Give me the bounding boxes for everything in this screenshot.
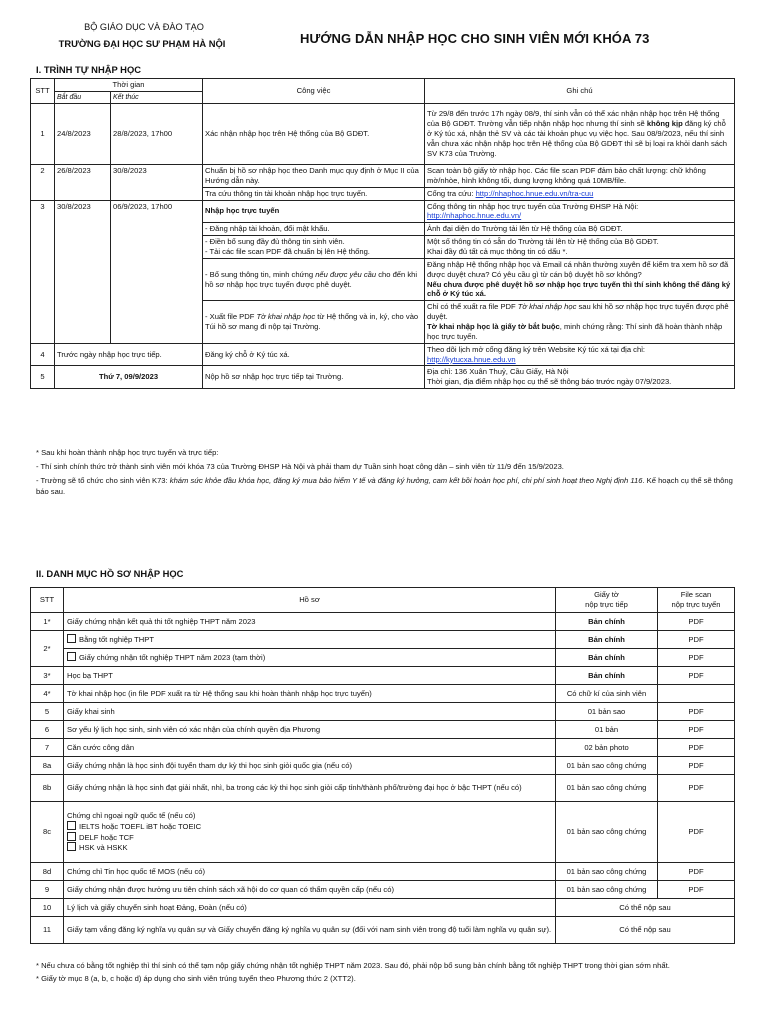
row-document: Giấy tạm vắng đăng ký nghĩa vụ quân sự và Giấy chuyển đăng ký nghĩa vụ quân sự (đối với nam sinh viên trong độ tuổi làm nghĩa vụ quân sự). (64, 917, 556, 944)
row-scan: PDF (658, 667, 735, 685)
row-scan (658, 685, 735, 703)
note-line: Thời gian, địa điểm nhập học cụ thể sẽ thông báo trước ngày 07/9/2023. (427, 377, 672, 387)
row-paper: Bản chính (556, 649, 658, 667)
lookup-link[interactable]: http://nhaphoc.hnue.edu.vn/tra-cuu (475, 188, 594, 198)
row-scan: PDF (658, 649, 735, 667)
table-row (31, 739, 735, 757)
row-start: 26/8/2023 (55, 164, 111, 200)
checkbox-icon[interactable] (67, 652, 76, 661)
row-paper: 01 bản sao công chứng (556, 863, 658, 881)
header-paper: Giấy tờ nộp trực tiếp (556, 588, 658, 613)
row-stt: 11 (31, 917, 64, 944)
table-row (31, 881, 735, 899)
row-note (425, 200, 735, 223)
table-row (31, 863, 735, 881)
row-document: Giấy chứng nhận kết quả thi tốt nghiệp THPT năm 2023 (64, 613, 556, 631)
table-row (31, 899, 735, 917)
table-row (31, 164, 735, 187)
row-paper: 01 bản sao công chứng (556, 757, 658, 775)
row-end: 30/8/2023 (111, 164, 203, 200)
note-text: Cổng tra cứu: (427, 188, 476, 198)
row-task: Nhập học trực tuyến (203, 200, 425, 223)
note-italic: khám sức khỏe đầu khóa học, đăng ký mua bảo hiểm Y tế và đăng ký hưởng, cam kết bồi hoàn học phí, chi phí sinh hoạt theo Nghị định 116 (169, 475, 643, 485)
row-document: Căn cước công dân (64, 739, 556, 757)
row-submit-later: Có thể nộp sau (556, 899, 735, 917)
documents-table (30, 587, 735, 944)
row-paper: Bản chính (556, 667, 658, 685)
row-scan: PDF (658, 863, 735, 881)
note-text: , minh chứng rằng: Thí sinh đã hoàn thành nhập học trực tuyến. (427, 321, 723, 341)
row-stt: 8c (31, 802, 64, 863)
row-scan: PDF (658, 739, 735, 757)
row-task: Xác nhận nhập học trên Hệ thống của Bộ GDĐT. (203, 103, 425, 164)
note-line: Đăng nhập Hệ thống nhập học và Email cá nhân thường xuyên để kiểm tra xem hồ sơ đã được duyệt chưa? Có yêu cầu gì từ cán bộ duyệt hồ sơ không? (427, 259, 729, 279)
note-italic: Tờ khai nhập học (517, 302, 577, 312)
row-note (425, 366, 735, 389)
row-note (425, 187, 735, 200)
row-paper: 01 bản sao công chứng (556, 802, 658, 863)
row-stt: 6 (31, 721, 64, 739)
table-row (31, 103, 735, 164)
row-stt: 8a (31, 757, 64, 775)
table-header-row (31, 79, 735, 92)
row-scan: PDF (658, 757, 735, 775)
note-line: Khai đầy đủ tất cả mục thông tin có dấu *. (427, 246, 568, 256)
note-text: Theo dõi lịch mở cổng đăng ký trên Website Ký túc xá tại địa chỉ: (427, 344, 645, 354)
row-note (425, 103, 735, 164)
row-paper: 01 bản sao công chứng (556, 881, 658, 899)
note-text: - Trường sẽ tổ chức cho sinh viên K73: (36, 475, 170, 485)
header-time: Thời gian (55, 79, 203, 92)
certificate-option-row (67, 842, 552, 853)
section-1-notes (36, 447, 736, 500)
task-text: - Xuất file PDF (205, 312, 257, 322)
row-note (425, 301, 735, 343)
table-row (31, 649, 735, 667)
page-header (0, 22, 768, 58)
note-text: đăng ký chỗ ở Ký túc xá, nhận thẻ SV và các tài khoản phục vụ việc học. Sau 08/9/2023, nếu thí sinh vẫn chưa xác nhận nhập học trên Hệ thống của Bộ GDĐT thì sẽ bị loại ra khỏi danh sách SV K73 của Trường. (427, 119, 728, 158)
row-stt: 10 (31, 899, 64, 917)
admission-steps-table (30, 78, 735, 389)
row-submit-later: Có thể nộp sau (556, 917, 735, 944)
row-scan: PDF (658, 881, 735, 899)
task-italic: nếu được yêu cầu (315, 269, 377, 279)
note-line-bold: Nếu chưa được phê duyệt hồ sơ nhập học trực tuyến thì thí sinh không thể đăng ký chỗ ở Ký túc xá. (427, 279, 731, 299)
row-note: Scan toàn bộ giấy tờ nhập học. Các file scan PDF đảm bảo chất lượng: chữ không mờ/nhòe, hình không tối, dung lượng không quá 10MB/file. (425, 164, 735, 187)
table-row (31, 685, 735, 703)
row-paper: 01 bản (556, 721, 658, 739)
row-stt: 8d (31, 863, 64, 881)
row-paper: Bản chính (556, 613, 658, 631)
documents-table-body (31, 613, 735, 944)
document-title: HƯỚNG DẪN NHẬP HỌC CHO SINH VIÊN MỚI KHÓA 73 (300, 31, 650, 46)
row-document: Tờ khai nhập học (in file PDF xuất ra từ Hệ thống sau khi hoàn thành nhập học trực tuyến) (64, 685, 556, 703)
note-line: * Giấy tờ mục 8 (a, b, c hoặc d) áp dụng cho sinh viên trúng tuyển theo Phương thức 2 (XTT2). (36, 974, 356, 983)
row-task: Nộp hồ sơ nhập học trực tiếp tại Trường. (203, 366, 425, 389)
table-row (31, 703, 735, 721)
note-line: * Sau khi hoàn thành nhập học trực tuyến và trực tiếp: (36, 448, 219, 457)
table-row (31, 757, 735, 775)
note-bold: không kịp (646, 119, 683, 129)
ministry-name: BỘ GIÁO DỤC VÀ ĐÀO TẠO (84, 22, 204, 32)
table-row (31, 667, 735, 685)
row-document: Chứng chỉ Tin học quốc tế MOS (nếu có) (64, 863, 556, 881)
table-row (31, 200, 735, 223)
row-task (203, 301, 425, 343)
row-scan: PDF (658, 613, 735, 631)
row-document: Giấy chứng nhận được hưởng ưu tiên chính sách xã hội do cơ quan có thẩm quyền cấp (nếu có) (64, 881, 556, 899)
row-paper: 02 bản photo (556, 739, 658, 757)
row-note (425, 236, 735, 259)
certificate-option: IELTS hoặc TOEFL iBT hoặc TOEIC (79, 821, 202, 831)
note-bold: Tờ khai nhập học là giấy tờ bắt buộc (427, 321, 560, 331)
table-row (31, 631, 735, 649)
row-paper: Có chữ kí của sinh viên (556, 685, 658, 703)
university-name: TRƯỜNG ĐẠI HỌC SƯ PHẠM HÀ NỘI (58, 38, 226, 49)
note-text: Từ 29/8 đến trước 17h ngày 08/9, thí sinh vẫn có thể xác nhận nhập học trên Hệ thống của Bộ GDĐT. Trường vẫn tiếp nhận nhập học nhưng thí sinh sẽ (427, 109, 720, 129)
checkbox-icon[interactable] (67, 634, 76, 643)
note-line: Địa chỉ: 136 Xuân Thuỷ, Cầu Giấy, Hà Nội (427, 367, 569, 377)
certificate-option-row (67, 821, 552, 832)
row-stt: 3 (31, 200, 55, 343)
row-end: 28/8/2023, 17h00 (111, 103, 203, 164)
table-row (31, 721, 735, 739)
row-document (64, 631, 556, 649)
row-stt: 2 (31, 164, 55, 200)
row-stt: 4 (31, 343, 55, 366)
header-start: Bắt đầu (55, 91, 111, 103)
row-document: Lý lịch và giấy chuyển sinh hoạt Đảng, Đoàn (nếu có) (64, 899, 556, 917)
row-stt: 2* (31, 631, 64, 667)
certificate-option: DELF hoặc TCF (79, 832, 134, 842)
row-stt: 7 (31, 739, 64, 757)
document-label: Bằng tốt nghiệp THPT (79, 635, 154, 645)
row-end: 06/9/2023, 17h00 (111, 200, 203, 343)
task-line: - Điền bổ sung đầy đủ thông tin sinh viên. (205, 237, 345, 247)
row-paper: Bản chính (556, 631, 658, 649)
row-stt: 8b (31, 775, 64, 802)
table-row (31, 917, 735, 944)
row-scan: PDF (658, 703, 735, 721)
note-text: . Kế hoạch cụ thể sẽ thông báo sau. (36, 475, 733, 497)
row-task: Đăng ký chỗ ở Ký túc xá. (203, 343, 425, 366)
row-stt: 3* (31, 667, 64, 685)
row-task: Chuẩn bị hồ sơ nhập học theo Danh mục quy định ở Mục II của Hướng dẫn này. (203, 164, 425, 187)
row-document: Giấy chứng nhận là học sinh đội tuyển tham dự kỳ thi học sinh giỏi quốc gia (nếu có) (64, 757, 556, 775)
certificate-option: HSK và HSKK (79, 843, 128, 853)
row-paper: 01 bản sao công chứng (556, 775, 658, 802)
row-stt: 5 (31, 703, 64, 721)
header-scan: File scan nộp trực tuyến (658, 588, 735, 613)
row-note: Ảnh đại diện do Trường tải lên từ Hệ thống của Bộ GDĐT. (425, 223, 735, 236)
row-document: Giấy khai sinh (64, 703, 556, 721)
admission-portal-link[interactable]: http://nhaphoc.hnue.edu.vn/ (427, 211, 522, 221)
table-row (31, 802, 735, 863)
header-task: Công việc (203, 79, 425, 104)
header-end: Kết thúc (111, 91, 203, 103)
row-document: Giấy chứng nhận là học sinh đạt giải nhất, nhì, ba trong các kỳ thi học sinh giỏi cấp tỉnh/thành phố/trường đại học ở bậc THPT (nếu có) (64, 775, 556, 802)
note-line (36, 475, 736, 499)
section-1-title: I. TRÌNH TỰ NHẬP HỌC (36, 64, 142, 75)
task-italic: Tờ khai nhập học (256, 312, 316, 322)
document-label: Chứng chỉ ngoại ngữ quốc tế (nếu có) (67, 810, 196, 820)
row-task (203, 236, 425, 259)
row-document (64, 802, 556, 863)
table-row (31, 366, 735, 389)
task-text: cho đến khi hồ sơ nhập học trực tuyến được phê duyệt. (205, 269, 418, 289)
row-stt: 1* (31, 613, 64, 631)
row-document: Sơ yếu lý lịch học sinh, sinh viên có xác nhận của chính quyền địa Phương (64, 721, 556, 739)
row-note (425, 343, 735, 366)
checkbox-icon[interactable] (67, 842, 76, 851)
row-time: Thứ 7, 09/9/2023 (55, 366, 203, 389)
table-row (31, 775, 735, 802)
document-label: Giấy chứng nhận tốt nghiệp THPT năm 2023 (tạm thời) (79, 653, 266, 663)
row-document (64, 649, 556, 667)
section-2-notes (36, 960, 736, 986)
row-stt: 4* (31, 685, 64, 703)
checkbox-icon[interactable] (67, 832, 76, 841)
header-stt: STT (31, 79, 55, 104)
note-text: Cổng thông tin nhập học trực tuyến của Trường ĐHSP Hà Nội: (427, 201, 639, 211)
row-stt: 1 (31, 103, 55, 164)
row-stt: 5 (31, 366, 55, 389)
table-header-row (31, 588, 735, 613)
row-stt: 9 (31, 881, 64, 899)
row-start: 30/8/2023 (55, 200, 111, 343)
note-line: - Thí sinh chính thức trở thành sinh viên mới khóa 73 của Trường ĐHSP Hà Nội và phải tham dự Tuần sinh hoạt công dân – sinh viên từ 11/9 đến 15/9/2023. (36, 461, 564, 471)
row-paper: 01 bản sao (556, 703, 658, 721)
checkbox-icon[interactable] (67, 821, 76, 830)
dormitory-link[interactable]: http://kytucxa.hnue.edu.vn (427, 354, 516, 364)
row-start: 24/8/2023 (55, 103, 111, 164)
table-row (31, 613, 735, 631)
task-text: từ Hệ thống và in, ký, cho vào Túi hồ sơ mang đi nộp tại Trường. (205, 312, 419, 331)
note-text: Chỉ có thể xuất ra file PDF (427, 302, 518, 312)
row-scan: PDF (658, 775, 735, 802)
certificate-option-row (67, 832, 552, 843)
section-2-title: II. DANH MỤC HỒ SƠ NHẬP HỌC (36, 568, 184, 579)
row-task (203, 258, 425, 300)
row-scan: PDF (658, 631, 735, 649)
table-row (31, 343, 735, 366)
note-text: sau khi hồ sơ nhập học trực tuyến được phê duyệt. (427, 302, 729, 322)
row-task: - Đăng nhập tài khoản, đổi mật khẩu. (203, 223, 425, 236)
row-document: Học bạ THPT (64, 667, 556, 685)
note-line: * Nếu chưa có bằng tốt nghiệp thì thí sinh có thể tạm nộp giấy chứng nhận tốt nghiệp THPT năm 2023. Sau đó, phải nộp bổ sung bản chính bằng tốt nghiệp THPT trong thời gian sớm nhất. (36, 961, 670, 970)
header-stt: STT (31, 588, 64, 613)
row-scan: PDF (658, 802, 735, 863)
note-line: Một số thông tin có sẵn do Trường tải lên từ Hệ thống của Bộ GDĐT. (427, 237, 659, 247)
task-text: - Bổ sung thông tin, minh chứng (205, 269, 316, 279)
row-time: Trước ngày nhập học trực tiếp. (55, 343, 203, 366)
row-note (425, 258, 735, 300)
row-task: Tra cứu thông tin tài khoản nhập học trực tuyến. (203, 187, 425, 200)
header-doc: Hồ sơ (64, 588, 556, 613)
header-note: Ghi chú (425, 79, 735, 104)
row-scan: PDF (658, 721, 735, 739)
task-line: - Tải các file scan PDF đã chuẩn bị lên Hệ thống. (205, 246, 370, 256)
